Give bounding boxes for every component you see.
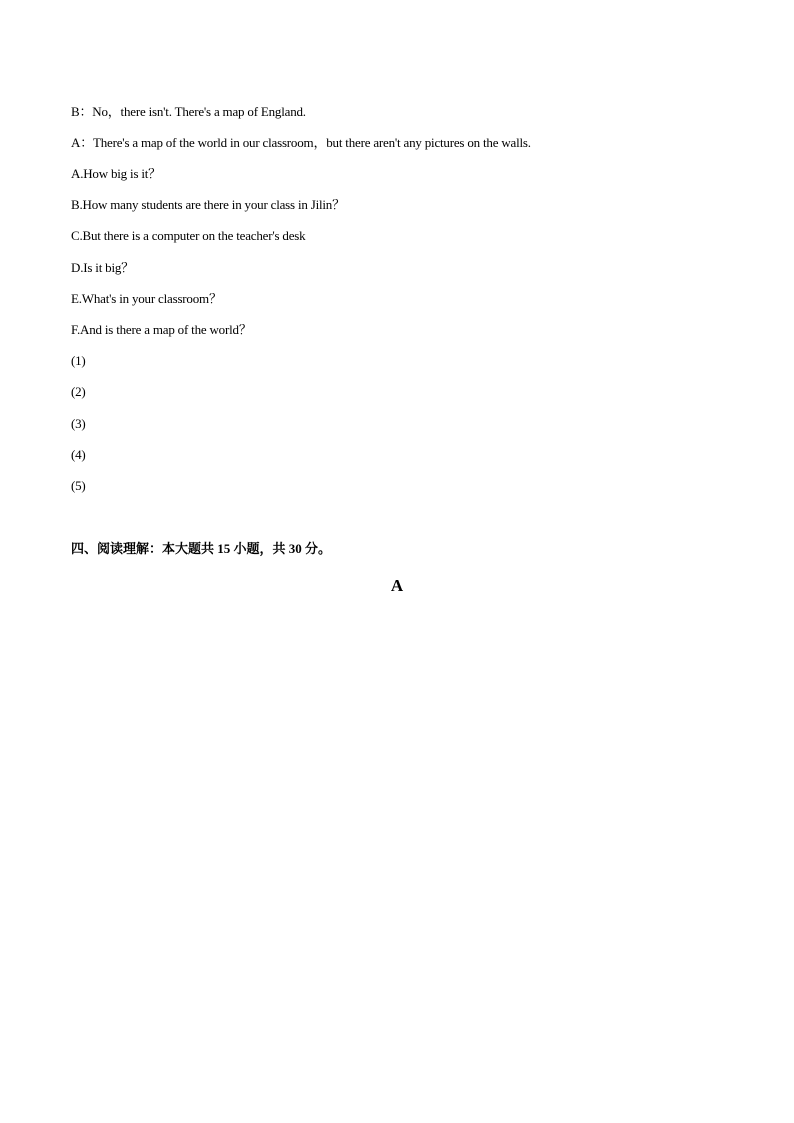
answer-blank-4: (4) — [71, 447, 86, 462]
dialogue-line-b: B：No，there isn't. There's a map of England. — [71, 104, 306, 119]
section-heading: 四、阅读理解：本大题共 15 小题，共 30 分。 — [71, 541, 332, 556]
answer-blank-5: (5) — [71, 478, 86, 493]
answer-blank-2: (2) — [71, 384, 86, 399]
answer-blank-1: (1) — [71, 353, 86, 368]
option-b: B.How many students are there in your class in Jilin？ — [71, 197, 345, 212]
dialogue-line-a: A：There's a map of the world in our classroom，but there aren't any pictures on the walls. — [71, 135, 531, 150]
option-e: E.What's in your classroom？ — [71, 291, 222, 306]
answer-blank-3: (3) — [71, 416, 86, 431]
option-a: A.How big is it？ — [71, 166, 161, 181]
option-f: F.And is there a map of the world？ — [71, 322, 252, 337]
option-c: C.But there is a computer on the teacher's desk — [71, 228, 306, 243]
option-d: D.Is it big？ — [71, 260, 134, 275]
passage-title: A — [390, 576, 404, 595]
